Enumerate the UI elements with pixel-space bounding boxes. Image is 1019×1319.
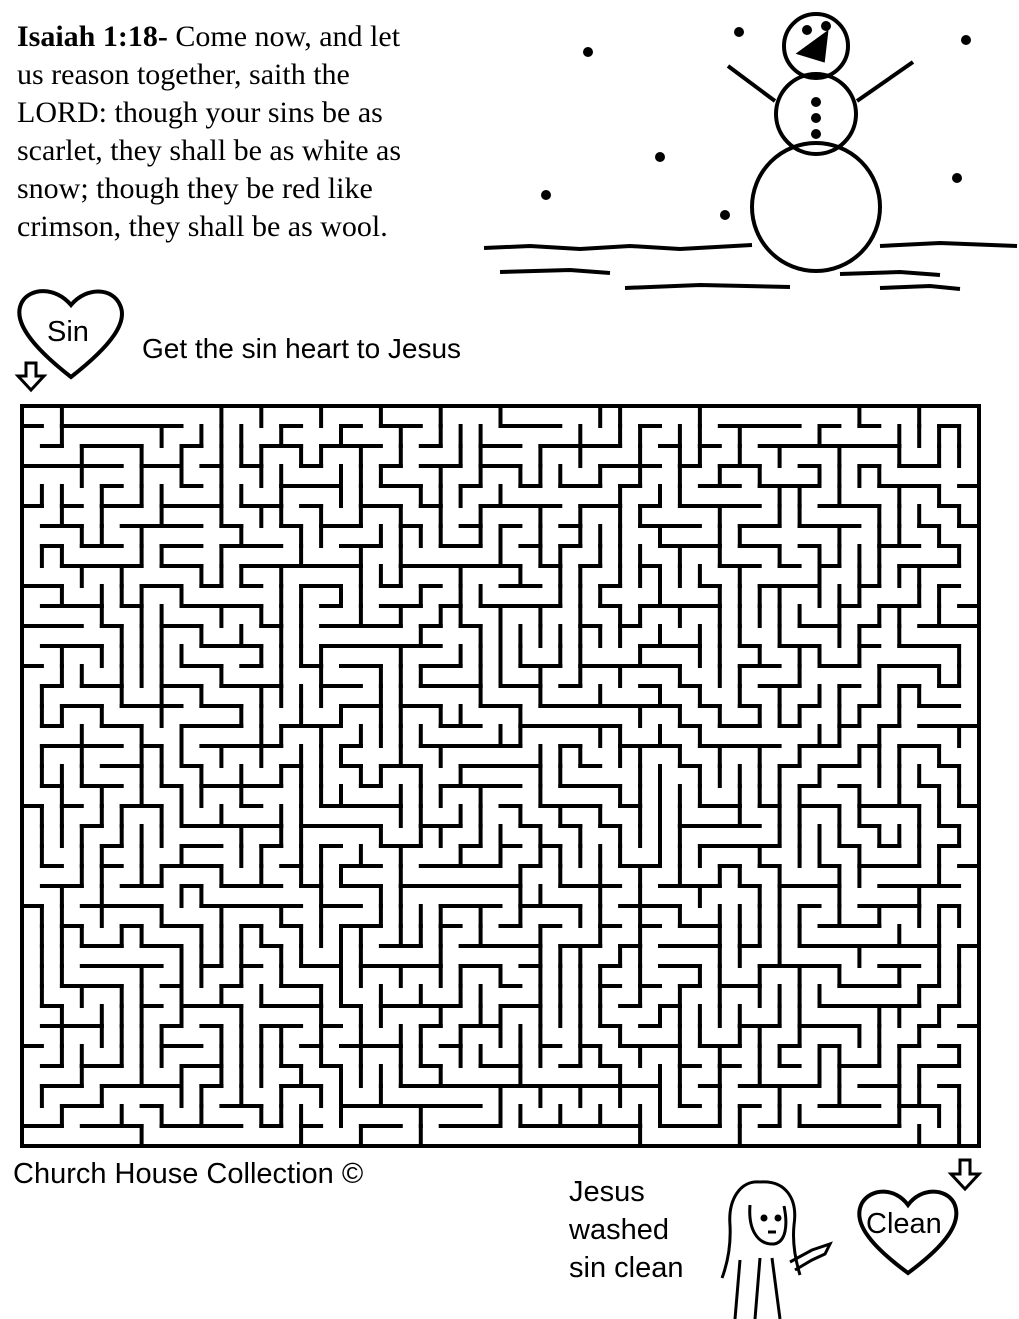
jesus-caption <box>569 1173 683 1287</box>
verse-line-6: crimson, they shall be as wool. <box>17 210 388 243</box>
snow-ground <box>484 243 1017 289</box>
verse-line-5: snow; though they be red like <box>17 172 373 205</box>
caption-line-2: washed <box>569 1214 669 1246</box>
copyright-credit: Church House Collection © <box>13 1158 364 1190</box>
snowman-icon <box>728 14 913 271</box>
start-heart-label: Sin <box>47 316 89 348</box>
maze-walls <box>22 406 979 1146</box>
jesus-icon <box>722 1182 830 1319</box>
verse-line-3: LORD: though your sins be as <box>17 96 383 129</box>
end-arrow-icon <box>951 1160 979 1189</box>
caption-line-1: Jesus <box>569 1176 645 1208</box>
maze-instruction: Get the sin heart to Jesus <box>142 333 462 364</box>
start-arrow-icon <box>18 363 44 390</box>
verse-line-2: us reason together, saith the <box>17 58 350 91</box>
verse-line-4: scarlet, they shall be as white as <box>17 134 402 167</box>
verse-line-1: Come now, and let <box>167 20 401 53</box>
caption-line-3: sin clean <box>569 1252 684 1284</box>
verse-reference: Isaiah 1:18- <box>17 20 168 53</box>
end-heart-label: Clean <box>866 1208 942 1240</box>
